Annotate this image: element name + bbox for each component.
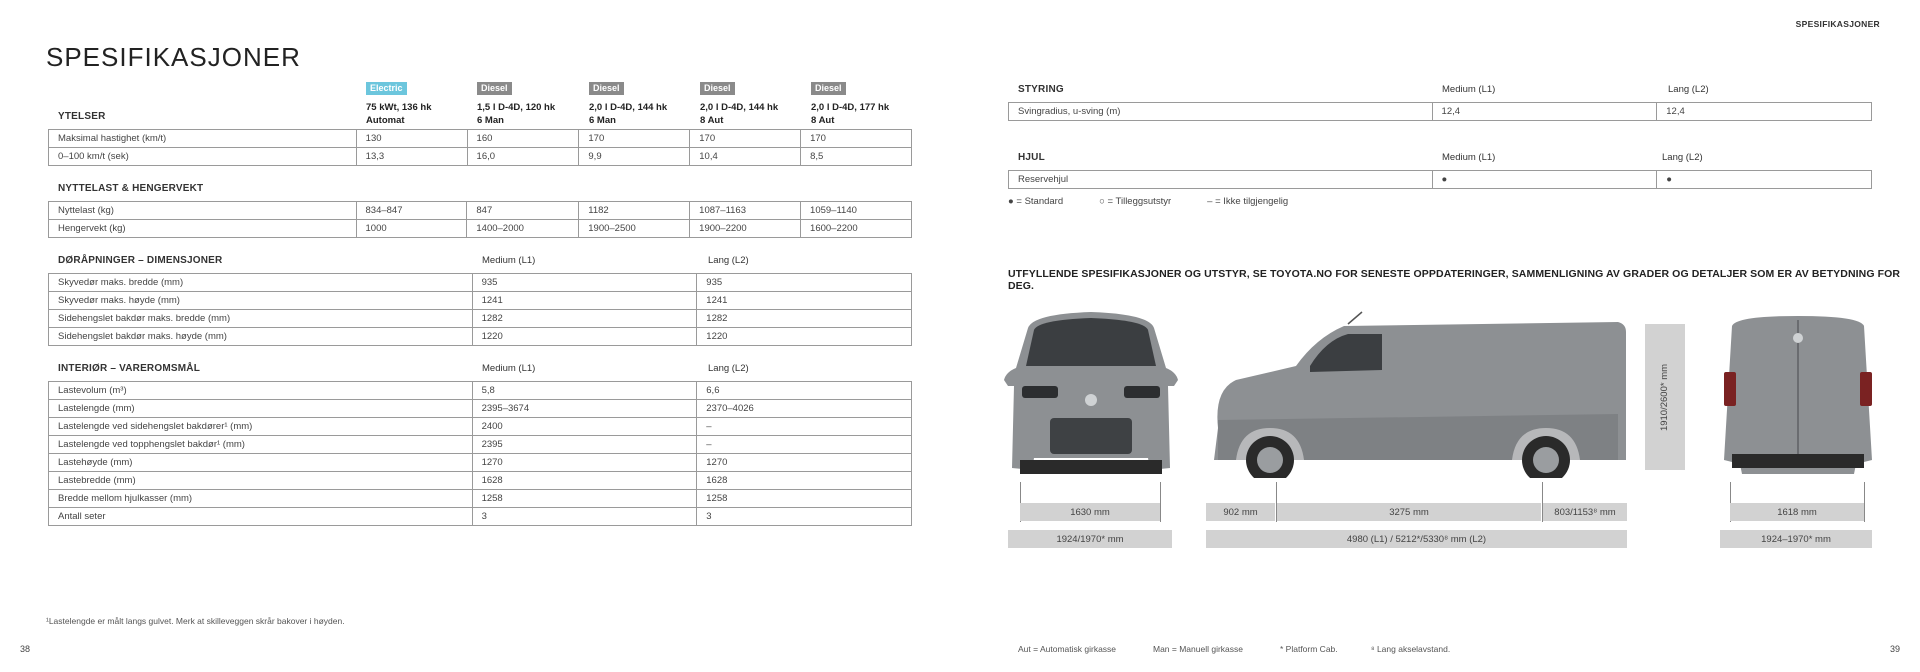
engine-badge: Electric [366,82,407,95]
legend-option: ○ = Tilleggsutstyr [1099,196,1172,207]
row-value: 1600–2200 [801,220,912,238]
table-body [1009,103,1872,121]
row-value: 1900–2200 [690,220,801,238]
row-label: 0–100 km/t (sek) [49,148,357,166]
row-value: ● [1432,171,1657,189]
engine-col-diesel-1 [477,78,587,127]
headlight-right [1124,386,1160,398]
engine-badge: Diesel [700,82,735,95]
table-row [49,310,912,328]
section-title-hjul: HJUL [1018,152,1045,163]
dim-tick [1160,482,1161,522]
table-body [1009,171,1872,189]
engine-desc: 2,0 l D-4D, 144 hk 6 Man [589,102,668,126]
table-interior [48,381,912,526]
table-body [49,130,912,166]
engine-badge: Diesel [589,82,624,95]
row-value: 1282 [697,310,912,328]
row-label: Lastehøyde (mm) [49,454,473,472]
table-ytelser [48,129,912,166]
table-row [49,328,912,346]
table-row [49,454,912,472]
row-value: 6,6 [697,382,912,400]
col-head-lang: Lang (L2) [1662,152,1703,163]
row-value: 1270 [697,454,912,472]
table-row [1009,103,1872,121]
van-front-grille [1050,418,1132,454]
headlight-left [1022,386,1058,398]
row-value: 12,4 [1657,103,1872,121]
col-head-lang: Lang (L2) [1668,84,1709,95]
taillight-right [1860,372,1872,406]
dim-front-overhang: 902 mm [1206,503,1275,521]
table-nyttelast [48,201,912,238]
table-hjul [1008,170,1872,189]
row-value: 1000 [356,220,467,238]
row-label: Sidehengslet bakdør maks. bredde (mm) [49,310,473,328]
table-row [49,292,912,310]
table-styring [1008,102,1872,121]
brand-logo-icon [1085,394,1097,406]
table-row [49,490,912,508]
abbr-aut: Aut = Automatisk girkasse [1018,644,1117,654]
dim-front-track: 1630 mm [1020,503,1160,521]
row-value: 935 [472,274,697,292]
table-body [49,202,912,238]
table-row [49,148,912,166]
taillight-left [1724,372,1736,406]
page-number-left: 38 [20,644,31,654]
row-value: 170 [579,130,690,148]
row-value: 3 [697,508,912,526]
dim-rear-width: 1924–1970* mm [1720,530,1872,548]
row-value: 1258 [697,490,912,508]
row-label: Sidehengslet bakdør maks. høyde (mm) [49,328,473,346]
row-value: 170 [690,130,801,148]
engine-badge: Diesel [811,82,846,95]
dim-tick [1864,482,1865,522]
van-side-view [1206,310,1630,478]
col-head-medium: Medium (L1) [482,363,536,374]
row-value: 1282 [472,310,697,328]
table-row [49,130,912,148]
table-row [49,436,912,454]
legend-standard: ● = Standard [1008,196,1064,207]
table-row [49,472,912,490]
row-label: Lastelengde ved sidehengslet bakdører¹ (mm) [49,418,473,436]
col-head-medium: Medium (L1) [1442,152,1496,163]
row-label: Lastebredde (mm) [49,472,473,490]
row-value: 2370–4026 [697,400,912,418]
row-value: 12,4 [1432,103,1657,121]
col-head-medium: Medium (L1) [1442,84,1496,95]
table-row [49,508,912,526]
engine-desc: 1,5 l D-4D, 120 hk 6 Man [477,102,556,126]
row-value: – [697,418,912,436]
antenna [1348,312,1362,324]
col-head-lang: Lang (L2) [708,255,749,266]
engine-desc: 2,0 l D-4D, 177 hk 8 Aut [811,102,890,126]
dim-rear-track: 1618 mm [1730,503,1864,521]
row-value: 2400 [472,418,697,436]
row-label: Svingradius, u-sving (m) [1009,103,1433,121]
legend-not-available: – = Ikke tilgjengelig [1207,196,1289,207]
info-note: UTFYLLENDE SPESIFIKASJONER OG UTSTYR, SE TOYOTA.NO FOR SENESTE OPPDATERINGER, SAMMENLIGNING AV GRADER OG DETALJER SOM ER AV BETYDNING FOR DEG. [1008,268,1901,292]
engine-col-electric [366,78,476,127]
row-value: 834–847 [356,202,467,220]
table-row [1009,171,1872,189]
page-number-right: 39 [1889,644,1900,654]
row-label: Antall seter [49,508,473,526]
row-value: 5,8 [472,382,697,400]
row-value: 16,0 [467,148,579,166]
row-value: 160 [467,130,579,148]
row-value: 1220 [697,328,912,346]
row-label: Lastelengde ved topphengslet bakdør¹ (mm) [49,436,473,454]
row-value: 935 [697,274,912,292]
row-value: 2395 [472,436,697,454]
row-value: 1241 [472,292,697,310]
row-value: 10,4 [690,148,801,166]
engine-col-diesel-4 [811,78,921,127]
table-row [49,274,912,292]
row-label: Lastevolum (m³) [49,382,473,400]
page-header-right: SPESIFIKASJONER [1795,19,1880,29]
table-body [49,382,912,526]
row-value: 847 [467,202,579,220]
row-label: Skyvedør maks. bredde (mm) [49,274,473,292]
row-label: Hengervekt (kg) [49,220,357,238]
row-label: Lastelengde (mm) [49,400,473,418]
table-row [49,382,912,400]
row-value: 1241 [697,292,912,310]
row-label: Skyvedør maks. høyde (mm) [49,292,473,310]
section-title-nyttelast: NYTTELAST & HENGERVEKT [58,183,204,194]
row-value: 3 [472,508,697,526]
wheel-front-rim [1257,447,1283,473]
engine-badge: Diesel [477,82,512,95]
row-value: 1900–2500 [579,220,690,238]
brand-logo-icon [1793,333,1803,343]
section-title-styring: STYRING [1018,84,1064,95]
engine-col-diesel-3 [700,78,810,127]
engine-desc: 75 kWt, 136 hk Automat [366,102,432,126]
row-value: 1087–1163 [690,202,801,220]
row-value: – [697,436,912,454]
dim-wheelbase: 3275 mm [1277,503,1541,521]
row-label: Maksimal hastighet (km/t) [49,130,357,148]
rear-bumper [1732,454,1864,468]
table-body [49,274,912,346]
van-side-window [1310,334,1382,372]
row-value: 1400–2000 [467,220,579,238]
row-value: 9,9 [579,148,690,166]
page-title: SPESIFIKASJONER [46,42,301,72]
row-label: Bredde mellom hjulkasser (mm) [49,490,473,508]
dim-height [1645,324,1685,470]
row-value: 8,5 [801,148,912,166]
abbr-platform-cab: * Platform Cab. [1280,644,1338,654]
table-row [49,202,912,220]
row-value: 1628 [697,472,912,490]
section-title-interior: INTERIØR – VAREROMSMÅL [58,363,200,374]
row-value: 170 [801,130,912,148]
row-value: ● [1657,171,1872,189]
row-value: 13,3 [356,148,467,166]
col-head-medium: Medium (L1) [482,255,536,266]
table-row [49,220,912,238]
van-front-view [998,308,1184,478]
table-dorapninger [48,273,912,346]
dim-length: 4980 (L1) / 5212*/5330⁸ mm (L2) [1206,530,1627,548]
dim-rear-overhang: 803/1153⁸ mm [1543,503,1627,521]
dim-height-label: 1910/2600* mm [1659,363,1671,431]
engine-col-diesel-2 [589,78,699,127]
footnote: ¹Lastelengde er målt langs gulvet. Merk at skilleveggen skrår bakover i høyden. [46,616,345,626]
row-value: 1059–1140 [801,202,912,220]
section-title-dorapninger: DØRÅPNINGER – DIMENSJONER [58,255,223,266]
row-value: 130 [356,130,467,148]
abbr-long-wheelbase: ⁸ Lang akselavstand. [1371,644,1451,654]
row-value: 1182 [579,202,690,220]
row-value: 1220 [472,328,697,346]
legend [1008,196,1288,207]
van-rear-view [1718,314,1878,478]
row-label: Reservehjul [1009,171,1433,189]
row-value: 1258 [472,490,697,508]
engine-desc: 2,0 l D-4D, 144 hk 8 Aut [700,102,779,126]
van-front-bumper [1020,460,1162,474]
abbr-man: Man = Manuell girkasse [1153,644,1244,654]
section-title-ytelser: YTELSER [58,111,106,122]
van-front-windshield [1026,318,1156,366]
table-row [49,400,912,418]
row-value: 2395–3674 [472,400,697,418]
table-row [49,418,912,436]
wheel-rear-rim [1533,447,1559,473]
row-value: 1270 [472,454,697,472]
dim-front-width: 1924/1970* mm [1008,530,1172,548]
col-head-lang: Lang (L2) [708,363,749,374]
row-label: Nyttelast (kg) [49,202,357,220]
row-value: 1628 [472,472,697,490]
